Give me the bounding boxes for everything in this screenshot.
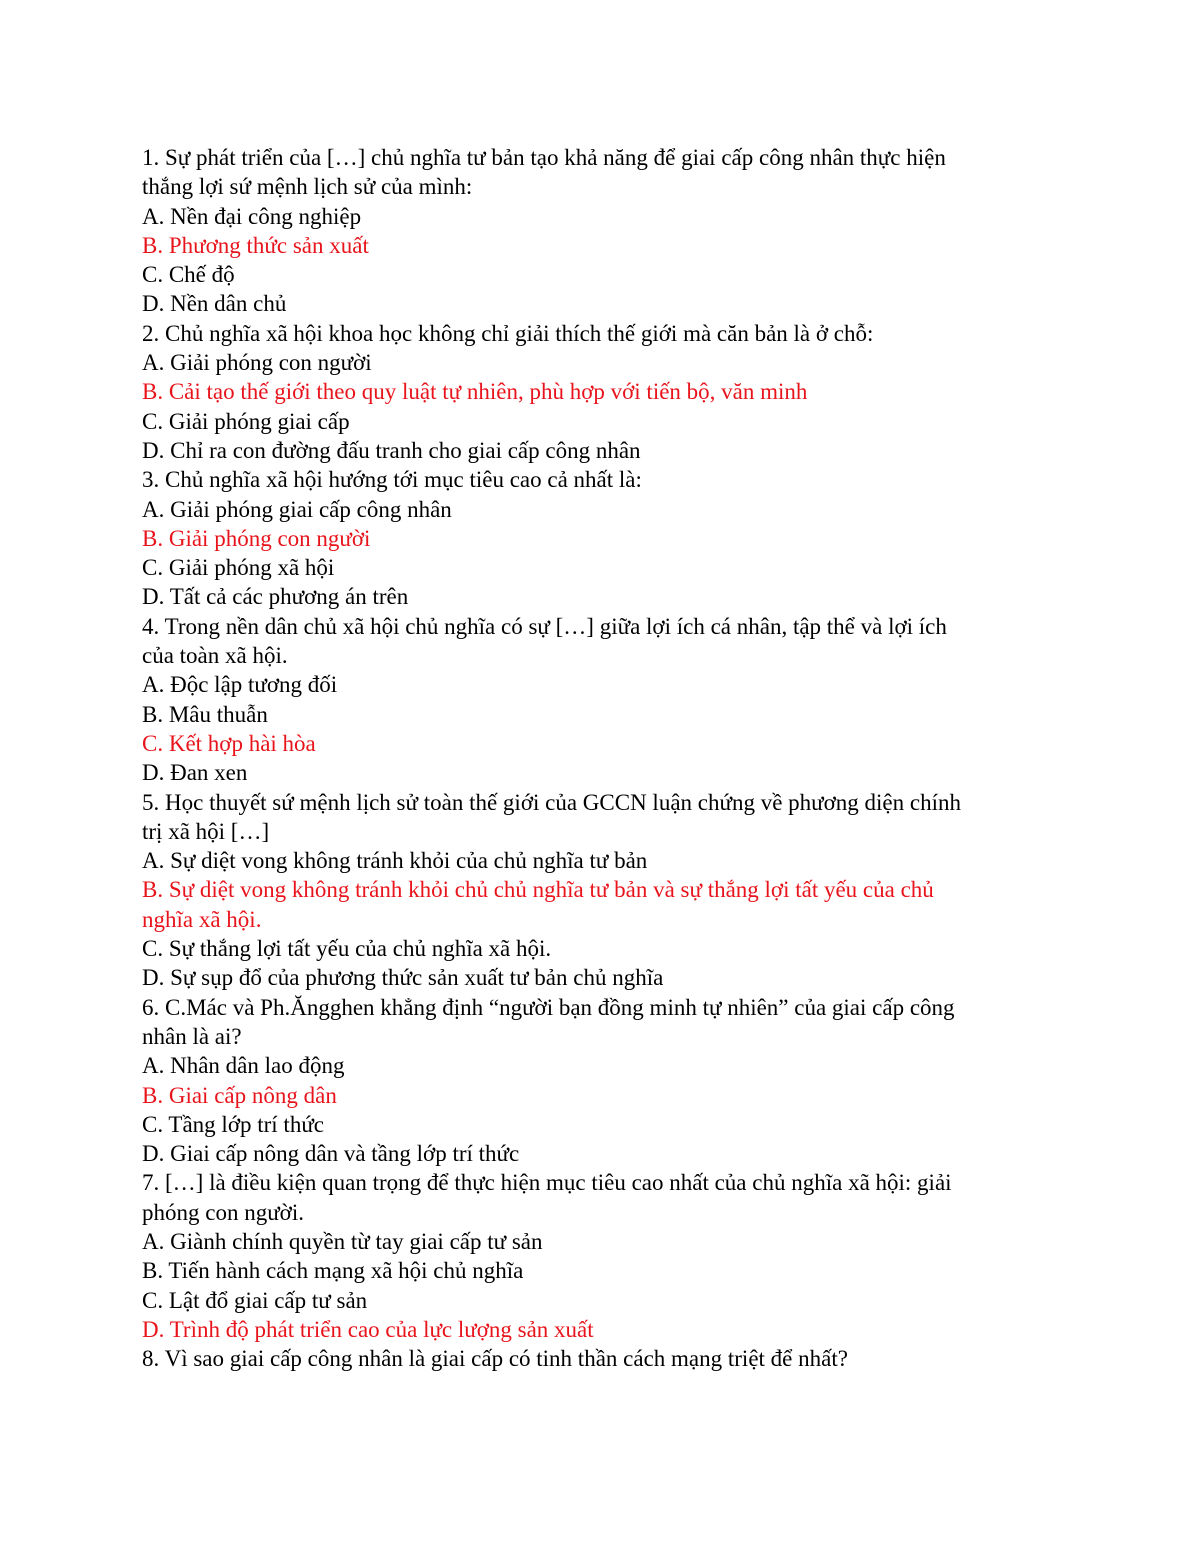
quiz-content (142, 143, 1062, 1373)
question-5-option-c: C. Sự thắng lợi tất yếu của chủ nghĩa xã hội. (142, 936, 552, 962)
question-5-option-b-continued: nghĩa xã hội. (142, 906, 262, 932)
question-2-option-d: D. Chỉ ra con đường đấu tranh cho giai cấp công nhân (142, 437, 641, 463)
question-1: 1. Sự phát triển của […] chủ nghĩa tư bản tạo khả năng để giai cấp công nhân thực hiện (142, 145, 946, 170)
question-7-option-c: C. Lật đổ giai cấp tư sản (142, 1287, 368, 1313)
question-4-continued: của toàn xã hội. (142, 643, 288, 669)
question-8: 8. Vì sao giai cấp công nhân là giai cấp có tinh thần cách mạng triệt để nhất? (142, 1346, 848, 1372)
question-2-option-c: C. Giải phóng giai cấp (142, 408, 350, 434)
question-7-option-b: B. Tiến hành cách mạng xã hội chủ nghĩa (142, 1258, 524, 1284)
question-1-option-a: A. Nền đại công nghiệp (142, 203, 362, 229)
question-1-option-b-correct: B. Phương thức sản xuất (142, 232, 369, 258)
question-1-continued: thắng lợi sứ mệnh lịch sử của mình: (142, 174, 473, 200)
question-6-continued: nhân là ai? (142, 1023, 242, 1049)
question-6-option-b-correct: B. Giai cấp nông dân (142, 1082, 337, 1108)
question-4-option-c-correct: C. Kết hợp hài hòa (142, 730, 316, 756)
question-4: 4. Trong nền dân chủ xã hội chủ nghĩa có sự […] giữa lợi ích cá nhân, tập thể và lợi ích (142, 613, 947, 639)
question-1-option-c: C. Chế độ (142, 262, 235, 288)
question-6-option-c: C. Tầng lớp trí thức (142, 1111, 324, 1137)
question-2-option-b-correct: B. Cải tạo thế giới theo quy luật tự nhiên, phù hợp với tiến bộ, văn minh (142, 379, 808, 405)
question-7: 7. […] là điều kiện quan trọng để thực hiện mục tiêu cao nhất của chủ nghĩa xã hội: giải (142, 1170, 952, 1196)
question-7-option-a: A. Giành chính quyền từ tay giai cấp tư sản (142, 1228, 543, 1254)
question-4-option-d: D. Đan xen (142, 760, 248, 786)
question-3-option-b-correct: B. Giải phóng con người (142, 525, 371, 551)
question-3: 3. Chủ nghĩa xã hội hướng tới mục tiêu cao cả nhất là: (142, 467, 642, 493)
question-2-option-a: A. Giải phóng con người (142, 350, 372, 376)
question-5: 5. Học thuyết sứ mệnh lịch sử toàn thế giới của GCCN luận chứng về phương diện chính (142, 789, 961, 815)
question-5-option-a: A. Sự diệt vong không tránh khỏi của chủ nghĩa tư bản (142, 848, 648, 874)
question-5-option-d: D. Sự sụp đổ của phương thức sản xuất tư bản chủ nghĩa (142, 965, 664, 991)
question-4-option-a: A. Độc lập tương đối (142, 672, 338, 698)
question-3-option-d: D. Tất cả các phương án trên (142, 584, 409, 610)
question-6-option-d: D. Giai cấp nông dân và tầng lớp trí thức (142, 1141, 520, 1167)
question-7-continued: phóng con người. (142, 1199, 304, 1225)
question-3-option-c: C. Giải phóng xã hội (142, 555, 335, 581)
question-4-option-b: B. Mâu thuẫn (142, 701, 268, 727)
question-2: 2. Chủ nghĩa xã hội khoa học không chỉ giải thích thế giới mà căn bản là ở chỗ: (142, 320, 874, 346)
question-3-option-a: A. Giải phóng giai cấp công nhân (142, 496, 452, 522)
question-5-continued: trị xã hội […] (142, 818, 270, 844)
question-7-option-d-correct: D. Trình độ phát triển cao của lực lượng sản xuất (142, 1316, 594, 1342)
question-6-option-a: A. Nhân dân lao động (142, 1053, 345, 1079)
question-5-option-b-correct: B. Sự diệt vong không tránh khỏi chủ chủ nghĩa tư bản và sự thắng lợi tất yếu của chủ (142, 877, 934, 903)
question-6: 6. C.Mác và Ph.Ăngghen khẳng định “người bạn đồng minh tự nhiên” của giai cấp công (142, 994, 955, 1020)
question-1-option-d: D. Nền dân chủ (142, 291, 287, 317)
